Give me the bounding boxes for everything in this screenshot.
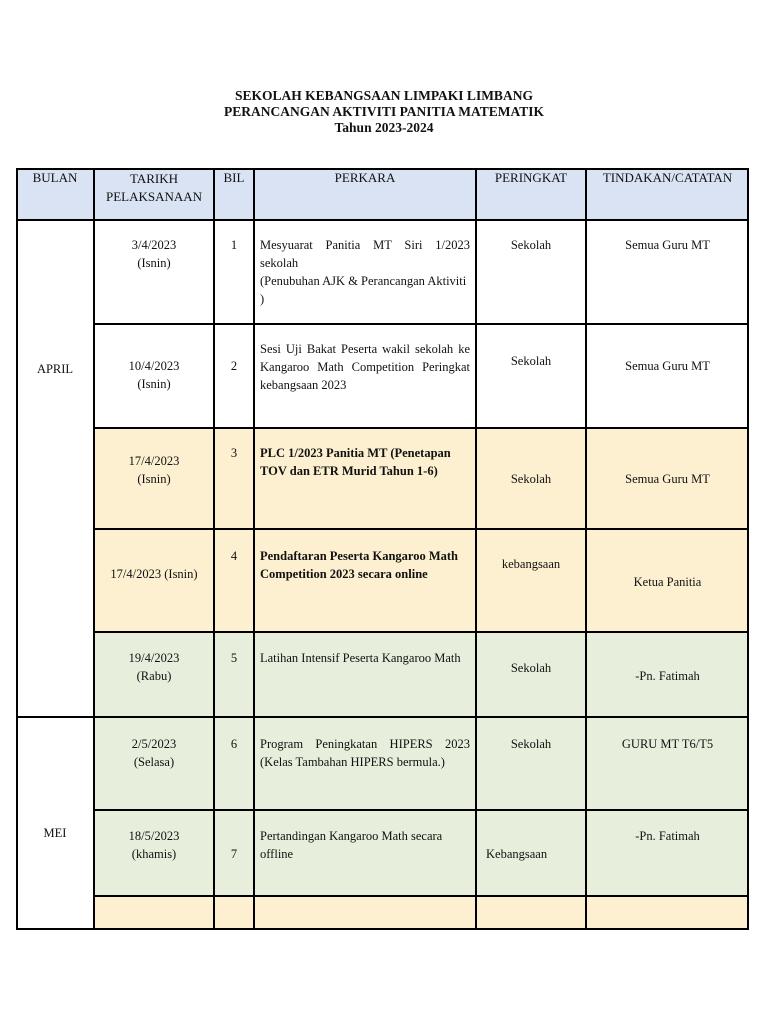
col-header-tindakan: TINDAKAN/CATATAN bbox=[602, 170, 733, 185]
document-header bbox=[0, 88, 768, 136]
row6-tindakan: GURU MT T6/T5 bbox=[621, 737, 714, 751]
row1-perkara-note: (Penubuhan AJK & Perancangan Aktiviti ) bbox=[260, 274, 467, 306]
row1-perkara bbox=[260, 236, 470, 308]
row5-bil: 5 bbox=[230, 651, 238, 665]
grid-line bbox=[213, 168, 215, 930]
row6-bil: 6 bbox=[230, 737, 238, 751]
row7-tarikh bbox=[94, 827, 214, 863]
col-header-bil: BIL bbox=[223, 170, 245, 185]
row7-tarikh-date: 18/5/2023 bbox=[128, 829, 180, 843]
row1-tindakan: Semua Guru MT bbox=[625, 238, 710, 252]
row7-peringkat: Kebangsaan bbox=[486, 847, 548, 861]
row1-bil: 1 bbox=[230, 238, 238, 252]
grid-line bbox=[16, 928, 749, 930]
grid-line bbox=[747, 168, 749, 930]
row2-tarikh-date: 10/4/2023 bbox=[128, 359, 180, 373]
row7-perkara: Pertandingan Kangaroo Math secara offline bbox=[260, 829, 443, 861]
row3-bil: 3 bbox=[230, 446, 238, 460]
row2-bil: 2 bbox=[230, 359, 238, 373]
col-header-bulan: BULAN bbox=[32, 170, 78, 185]
row2-perkara: Sesi Uji Bakat Peserta wakil sekolah ke Kangaroo Math Competition Peringkat kebangsaan 2023 bbox=[260, 342, 470, 392]
row7-tindakan: -Pn. Fatimah bbox=[635, 829, 700, 843]
col-header-tarikh bbox=[94, 170, 214, 206]
row6-tarikh-day: (Selasa) bbox=[133, 755, 175, 769]
grid-line bbox=[475, 168, 477, 930]
row1-tarikh-date: 3/4/2023 bbox=[131, 238, 177, 252]
row3-peringkat: Sekolah bbox=[510, 472, 552, 486]
grid-line bbox=[93, 528, 749, 530]
month-mei: MEI bbox=[43, 826, 67, 840]
document-title: PERANCANGAN AKTIVITI PANITIA MATEMATIK bbox=[224, 104, 544, 119]
grid-line bbox=[93, 323, 749, 325]
row1-tarikh-day: (Isnin) bbox=[137, 256, 171, 270]
row3-tarikh bbox=[94, 452, 214, 488]
row6-tarikh-date: 2/5/2023 bbox=[131, 737, 177, 751]
row1-tarikh bbox=[94, 236, 214, 272]
grid-line bbox=[16, 219, 749, 221]
row7-bil: 7 bbox=[230, 847, 238, 861]
grid-line bbox=[16, 716, 749, 718]
row3-tarikh-date: 17/4/2023 bbox=[128, 454, 180, 468]
row7-tarikh-day: (khamis) bbox=[131, 847, 177, 861]
row6-tarikh bbox=[94, 735, 214, 771]
activity-table bbox=[16, 168, 749, 930]
col-header-peringkat: PERINGKAT bbox=[494, 170, 568, 185]
row4-bil: 4 bbox=[230, 549, 238, 563]
row5-tarikh-date: 19/4/2023 bbox=[128, 651, 180, 665]
grid-line bbox=[585, 168, 587, 930]
row3-perkara: PLC 1/2023 Panitia MT (Penetapan TOV dan ETR Murid Tahun 1-6) bbox=[260, 446, 451, 478]
grid-line bbox=[93, 168, 95, 930]
row1-peringkat: Sekolah bbox=[510, 238, 552, 252]
row2-peringkat: Sekolah bbox=[510, 354, 552, 368]
row5-tindakan: -Pn. Fatimah bbox=[635, 669, 700, 683]
grid-line bbox=[93, 631, 749, 633]
col-header-perkara: PERKARA bbox=[334, 170, 396, 185]
row6-peringkat: Sekolah bbox=[510, 737, 552, 751]
row5-tarikh bbox=[94, 649, 214, 685]
row3-tindakan: Semua Guru MT bbox=[625, 472, 710, 486]
row5-perkara: Latihan Intensif Peserta Kangaroo Math bbox=[260, 651, 461, 665]
row5-peringkat: Sekolah bbox=[510, 661, 552, 675]
row5-tarikh-day: (Rabu) bbox=[136, 669, 172, 683]
empty-row-bg bbox=[94, 896, 749, 930]
document-year: Tahun 2023-2024 bbox=[334, 120, 434, 135]
grid-line bbox=[16, 168, 18, 930]
row4-tarikh: 17/4/2023 (Isnin) bbox=[110, 567, 198, 581]
row3-tarikh-day: (Isnin) bbox=[137, 472, 171, 486]
row2-tindakan: Semua Guru MT bbox=[625, 359, 710, 373]
grid-line bbox=[253, 168, 255, 930]
row6-perkara: Program Peningkatan HIPERS 2023 (Kelas Tambahan HIPERS bermula.) bbox=[260, 737, 470, 769]
school-name: SEKOLAH KEBANGSAAN LIMPAKI LIMBANG bbox=[235, 88, 533, 103]
row4-peringkat: kebangsaan bbox=[501, 557, 561, 571]
grid-line bbox=[93, 427, 749, 429]
row4-tindakan: Ketua Panitia bbox=[633, 575, 702, 589]
month-april: APRIL bbox=[36, 362, 74, 376]
grid-line bbox=[93, 809, 749, 811]
grid-line bbox=[16, 168, 749, 170]
row4-perkara: Pendaftaran Peserta Kangaroo Math Competition 2023 secara online bbox=[260, 549, 459, 581]
row2-tarikh bbox=[94, 357, 214, 393]
row2-tarikh-day: (Isnin) bbox=[137, 377, 171, 391]
row1-perkara-main: Mesyuarat Panitia MT Siri 1/2023 sekolah bbox=[260, 238, 470, 270]
grid-line bbox=[93, 895, 749, 897]
col-header-tarikh-line2: PELAKSANAAN bbox=[105, 189, 203, 204]
col-header-tarikh-line1: TARIKH bbox=[129, 171, 179, 186]
